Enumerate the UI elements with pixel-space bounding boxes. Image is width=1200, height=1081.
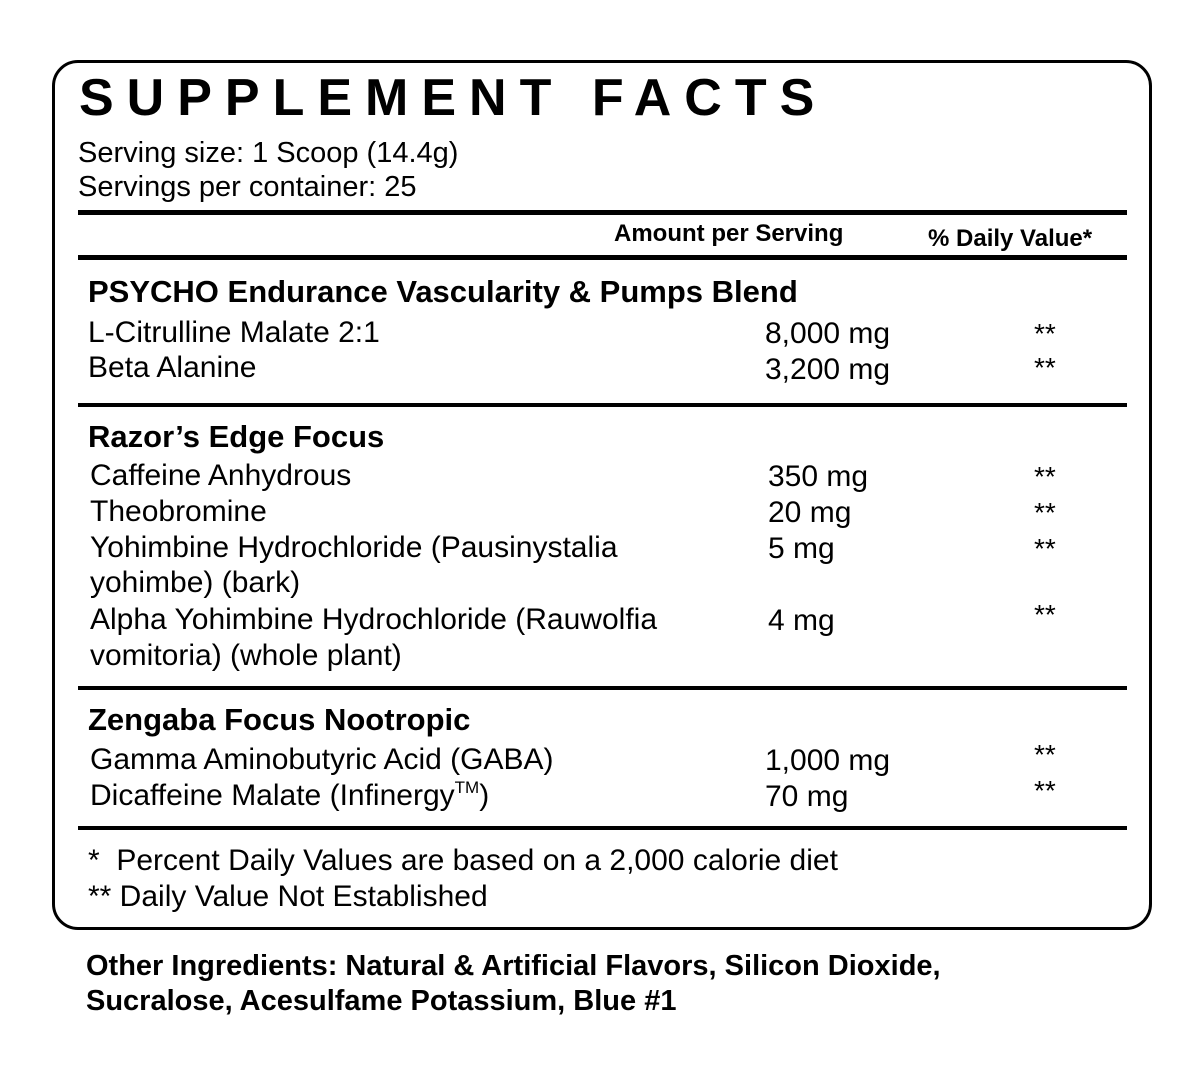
ingredient-amount: 5 mg xyxy=(768,532,835,565)
ingredient-name-line2: vomitoria) (whole plant) xyxy=(90,639,402,672)
ingredient-amount: 4 mg xyxy=(768,604,835,637)
divider-section-1 xyxy=(78,403,1127,407)
ingredient-name-trademark-row xyxy=(90,778,490,812)
ingredient-amount: 3,200 mg xyxy=(765,353,891,386)
ingredient-name-end: ) xyxy=(479,779,490,812)
ingredient-name: Dicaffeine Malate (Infinergy xyxy=(90,779,455,812)
ingredient-daily-value: ** xyxy=(1034,352,1056,383)
ingredient-daily-value: ** xyxy=(1034,775,1056,806)
ingredient-amount: 20 mg xyxy=(768,496,852,529)
ingredient-daily-value: ** xyxy=(1034,533,1056,564)
ingredient-amount: 350 mg xyxy=(768,460,869,493)
section-title-psycho-blend: PSYCHO Endurance Vascularity & Pumps Blend xyxy=(88,274,798,309)
serving-size: Serving size: 1 Scoop (14.4g) xyxy=(78,137,459,169)
other-ingredients-line2: Sucralose, Acesulfame Potassium, Blue #1 xyxy=(86,985,677,1017)
ingredient-name-line1: Yohimbine Hydrochloride (Pausinystalia xyxy=(90,531,618,564)
divider-top xyxy=(78,210,1127,215)
divider-header xyxy=(78,255,1127,260)
ingredient-daily-value: ** xyxy=(1034,739,1056,770)
section-title-zengaba: Zengaba Focus Nootropic xyxy=(88,702,471,737)
panel-title: SUPPLEMENT FACTS xyxy=(79,69,828,127)
ingredient-amount: 1,000 mg xyxy=(765,744,891,777)
ingredient-name-line1: Alpha Yohimbine Hydrochloride (Rauwolfia xyxy=(90,603,657,636)
column-header-amount: Amount per Serving xyxy=(614,220,844,247)
ingredient-name: Caffeine Anhydrous xyxy=(90,459,352,492)
footnote-percent-daily: * Percent Daily Values are based on a 2,000 calorie diet xyxy=(88,844,838,877)
ingredient-daily-value: ** xyxy=(1034,318,1056,349)
divider-section-2 xyxy=(78,686,1127,690)
ingredient-daily-value: ** xyxy=(1034,497,1056,528)
ingredient-name: L-Citrulline Malate 2:1 xyxy=(88,316,380,349)
footnote-not-established: ** Daily Value Not Established xyxy=(88,880,488,913)
trademark-mark: TM xyxy=(454,778,480,797)
ingredient-name-line2: yohimbe) (bark) xyxy=(90,566,301,599)
divider-footnotes xyxy=(78,826,1127,830)
section-title-razors-edge: Razor’s Edge Focus xyxy=(88,419,385,454)
other-ingredients-line1: Other Ingredients: Natural & Artificial Flavors, Silicon Dioxide, xyxy=(86,950,941,982)
servings-per-container: Servings per container: 25 xyxy=(78,171,417,203)
ingredient-name: Theobromine xyxy=(90,495,267,528)
ingredient-daily-value: ** xyxy=(1034,599,1056,630)
ingredient-name: Gamma Aminobutyric Acid (GABA) xyxy=(90,743,554,776)
column-header-daily-value: % Daily Value* xyxy=(928,225,1093,252)
ingredient-amount: 70 mg xyxy=(765,780,849,813)
ingredient-name: Beta Alanine xyxy=(88,351,257,384)
ingredient-daily-value: ** xyxy=(1034,461,1056,492)
ingredient-amount: 8,000 mg xyxy=(765,317,891,350)
